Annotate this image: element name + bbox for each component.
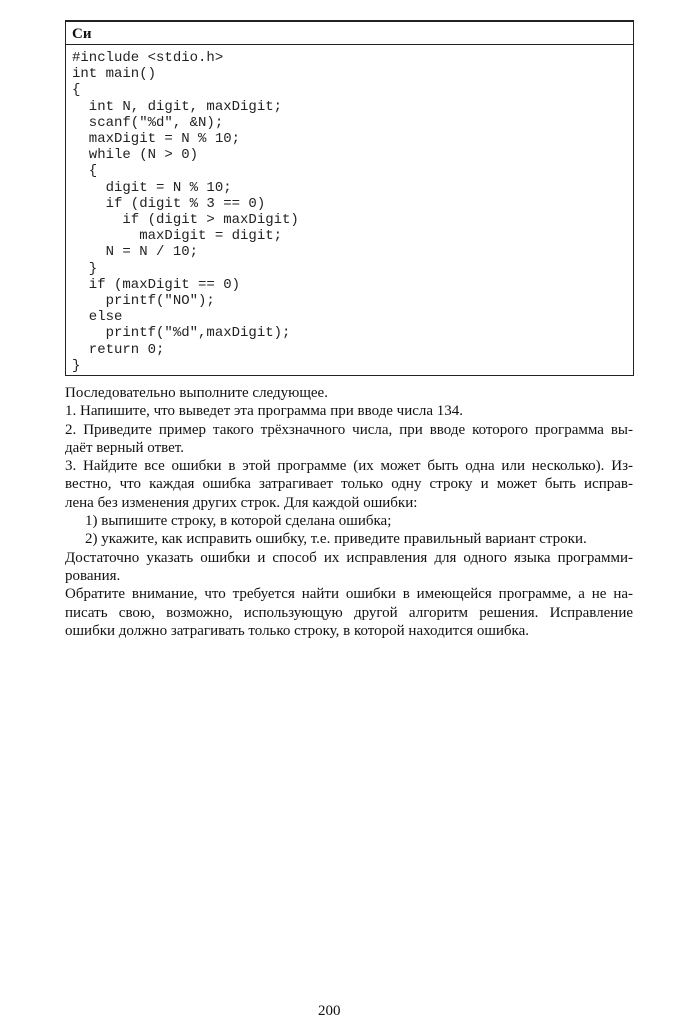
text-line: 3. Найдите все ошибки в этой программе (их может быть одна или несколько). Из- xyxy=(65,458,633,475)
text-line: Последовательно выполните следующее. xyxy=(65,385,328,401)
text-line: ошибки должно затрагивать только строку, в которой находится ошибка. xyxy=(65,622,529,639)
code-line: if (digit > maxDigit) xyxy=(72,212,299,229)
code-line: maxDigit = digit; xyxy=(72,228,283,245)
page-number: 200 xyxy=(318,1003,341,1019)
text-line: 2) укажите, как исправить ошибку, т.е. приведите правильный вариант строки. xyxy=(85,531,587,548)
code-line: { xyxy=(72,163,98,180)
code-line: int main() xyxy=(72,66,157,83)
code-line: while (N > 0) xyxy=(72,147,199,164)
text-line: писать свою, возможно, использующую другой алгоритм решения. Исправление xyxy=(65,604,633,621)
code-line: int N, digit, maxDigit; xyxy=(72,98,283,115)
code-line: digit = N % 10; xyxy=(72,179,232,196)
text-line: рования. xyxy=(65,567,121,584)
code-line: } xyxy=(72,357,81,374)
code-line: if (digit % 3 == 0) xyxy=(72,195,266,212)
text-line: Обратите внимание, что требуется найти ошибки в имеющейся программе, а не на- xyxy=(65,586,633,603)
code-line: if (maxDigit == 0) xyxy=(72,276,241,293)
code-line: N = N / 10; xyxy=(72,244,199,261)
code-line: scanf("%d", &N); xyxy=(72,114,224,131)
text-line: вестно, что каждая ошибка затрагивает только одну строку и может быть исправ- xyxy=(65,476,633,493)
text-line: лена без изменения других строк. Для каждой ошибки: xyxy=(65,494,418,511)
code-line: else xyxy=(72,309,123,326)
text-line: 2. Приведите пример такого трёхзначного числа, при вводе которого программа вы- xyxy=(65,421,633,438)
code-line: return 0; xyxy=(72,341,165,358)
task-text xyxy=(65,384,633,640)
text-line: Достаточно указать ошибки и способ их исправления для одного языка программи- xyxy=(65,549,633,566)
code-line: maxDigit = N % 10; xyxy=(72,131,241,148)
code-line: printf("NO"); xyxy=(72,293,215,310)
code-line: #include <stdio.h> xyxy=(72,50,224,66)
code-line: { xyxy=(72,82,81,99)
code-line: printf("%d",maxDigit); xyxy=(72,325,291,342)
header-divider xyxy=(66,44,633,45)
text-line: 1) выпишите строку, в которой сделана ошибка; xyxy=(85,513,392,530)
code-listing xyxy=(72,50,299,374)
code-listing-box xyxy=(65,20,634,376)
text-line: даёт верный ответ. xyxy=(65,439,184,456)
code-line: } xyxy=(72,260,98,277)
language-label: Си xyxy=(72,26,92,42)
text-line: 1. Напишите, что выведет эта программа при вводе числа 134. xyxy=(65,403,464,420)
